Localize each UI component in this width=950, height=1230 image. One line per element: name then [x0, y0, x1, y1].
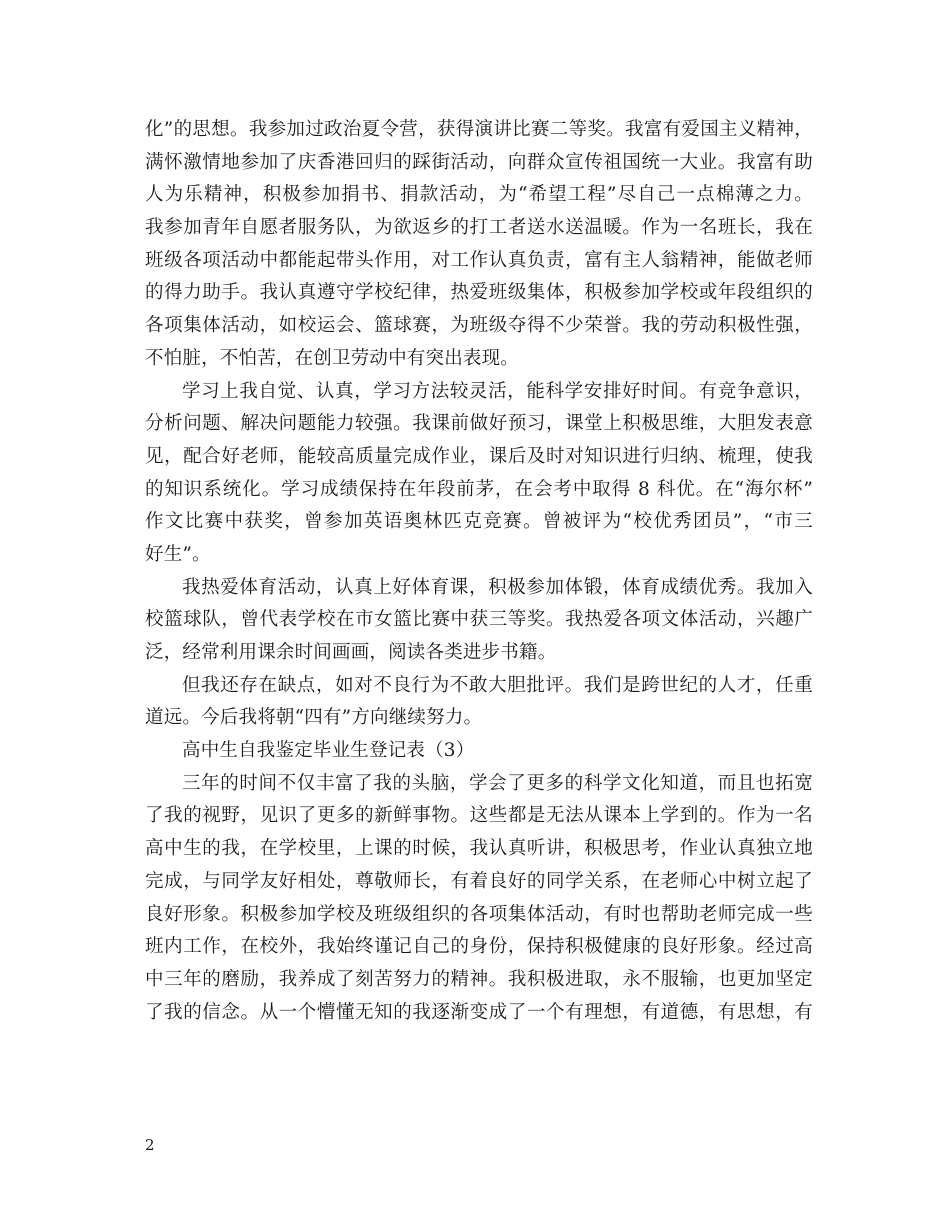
- text-line: 我参加青年自愿者服务队，为欲返乡的打工者送水送温暖。作为一名班长，我在: [145, 217, 813, 239]
- text-line: 见，配合好老师，能较高质量完成作业，课后及时对知识进行归纳、梳理，使我: [145, 445, 813, 467]
- text-line: 完成，与同学友好相处，尊敬师长，有着良好的同学关系，在老师心中树立起了: [145, 870, 813, 892]
- text-line: 学习上我自觉、认真，学习方法较灵活，能科学安排好时间。有竞争意识，: [182, 380, 813, 402]
- text-line: 人为乐精神，积极参加捐书、捐款活动，为“希望工程”尽自己一点棉薄之力。: [145, 184, 813, 206]
- text-line: 中三年的磨励，我养成了刻苦努力的精神。我积极进取，永不服输，也更加坚定: [145, 968, 813, 990]
- text-line: 满怀激情地参加了庆香港回归的踩街活动，向群众宣传祖国统一大业。我富有助: [145, 151, 813, 173]
- text-line: 道远。今后我将朝“四有”方向继续努力。: [145, 707, 483, 729]
- text-line: 好生”。: [145, 543, 211, 565]
- text-line: 不怕脏，不怕苦，在创卫劳动中有突出表现。: [145, 347, 520, 369]
- text-line: 了我的信念。从一个懵懂无知的我逐渐变成了一个有理想，有道德，有思想，有: [145, 1001, 813, 1023]
- text-line: 我热爱体育活动，认真上好体育课，积极参加体锻，体育成绩优秀。我加入: [182, 576, 813, 598]
- text-line: 高中生的我，在学校里，上课的时候，我认真听讲，积极思考，作业认真独立地: [145, 838, 813, 860]
- text-line: 但我还存在缺点，如对不良行为不敢大胆批评。我们是跨世纪的人才，任重: [182, 674, 813, 696]
- text-line: 的知识系统化。学习成绩保持在年段前茅，在会考中取得 8 科优。在“海尔杯”: [145, 478, 813, 500]
- text-line: 高中生自我鉴定毕业生登记表（3）: [182, 740, 475, 762]
- text-line: 了我的视野，见识了更多的新鲜事物。这些都是无法从课本上学到的。作为一名: [145, 805, 813, 827]
- text-line: 的得力助手。我认真遵守学校纪律，热爱班级集体，积极参加学校或年段组织的: [145, 282, 813, 304]
- text-line: 分析问题、解决问题能力较强。我课前做好预习，课堂上积极思维，大胆发表意: [145, 413, 813, 435]
- text-line: 良好形象。积极参加学校及班级组织的各项集体活动，有时也帮助老师完成一些: [145, 903, 813, 925]
- text-line: 化”的思想。我参加过政治夏令营，获得演讲比赛二等奖。我富有爱国主义精神，: [145, 119, 813, 140]
- page-number: 2: [145, 1136, 155, 1154]
- text-line: 作文比赛中获奖，曾参加英语奥林匹克竞赛。曾被评为“校优秀团员”，“市三: [145, 511, 813, 533]
- text-line: 班级各项活动中都能起带头作用，对工作认真负责，富有主人翁精神，能做老师: [145, 249, 813, 271]
- text-line: 校篮球队，曾代表学校在市女篮比赛中获三等奖。我热爱各项文体活动，兴趣广: [145, 609, 813, 631]
- text-line: 泛，经常利用课余时间画画，阅读各类进步书籍。: [145, 642, 557, 663]
- document-body: [145, 114, 813, 1029]
- text-line: 班内工作，在校外，我始终谨记自己的身份，保持积极健康的良好形象。经过高: [145, 936, 813, 958]
- text-line: 三年的时间不仅丰富了我的头脑，学会了更多的科学文化知道，而且也拓宽: [182, 772, 813, 794]
- text-line: 各项集体活动，如校运会、篮球赛，为班级夺得不少荣誉。我的劳动积极性强，: [145, 315, 813, 337]
